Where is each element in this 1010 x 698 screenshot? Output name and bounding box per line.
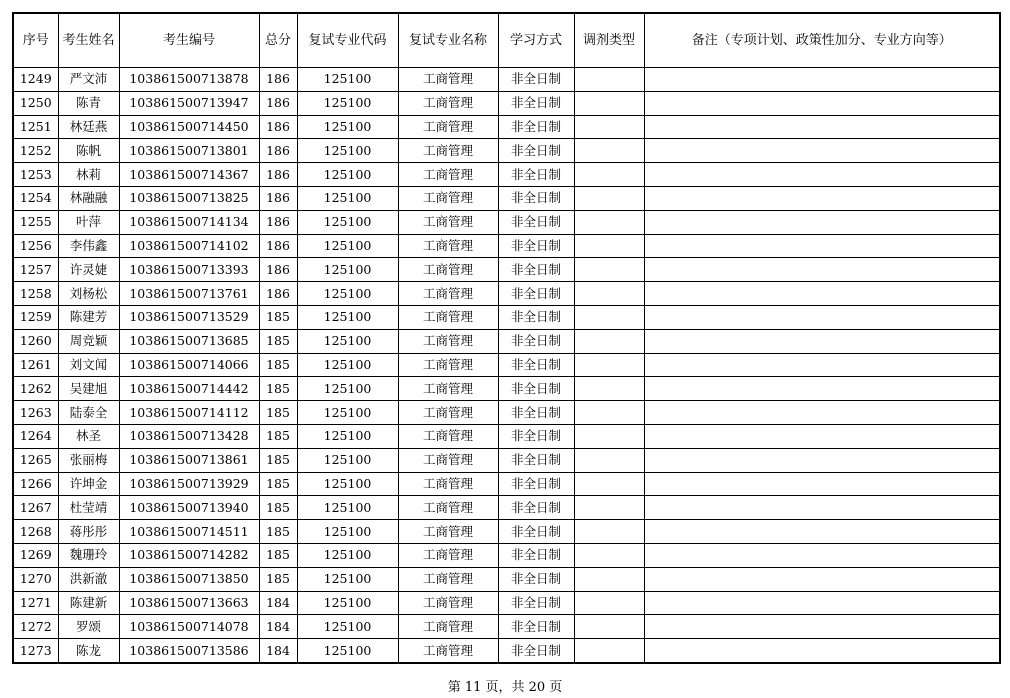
- cell-major: 工商管理: [398, 234, 498, 258]
- cell-remark: [644, 68, 1000, 92]
- cell-adjust: [574, 282, 644, 306]
- cell-mode: 非全日制: [498, 91, 574, 115]
- cell-name: 刘杨松: [58, 282, 119, 306]
- cell-adjust: [574, 639, 644, 663]
- cell-total: 185: [259, 472, 297, 496]
- cell-total: 185: [259, 377, 297, 401]
- cell-remark: [644, 305, 1000, 329]
- cell-remark: [644, 615, 1000, 639]
- cell-adjust: [574, 68, 644, 92]
- cell-total: 186: [259, 115, 297, 139]
- table-row: [13, 305, 1000, 329]
- cell-code: 125100: [297, 139, 398, 163]
- cell-adjust: [574, 496, 644, 520]
- cell-mode: 非全日制: [498, 163, 574, 187]
- cell-total: 185: [259, 401, 297, 425]
- cell-total: 186: [259, 68, 297, 92]
- cell-major: 工商管理: [398, 639, 498, 663]
- cell-seq: 1253: [13, 163, 58, 187]
- cell-total: 185: [259, 424, 297, 448]
- cell-code: 125100: [297, 567, 398, 591]
- cell-name: 刘文闻: [58, 353, 119, 377]
- cell-remark: [644, 282, 1000, 306]
- table-row: [13, 496, 1000, 520]
- cell-id: 103861500714282: [119, 543, 259, 567]
- header-seq: 序号: [13, 13, 58, 68]
- cell-id: 103861500713940: [119, 496, 259, 520]
- cell-code: 125100: [297, 615, 398, 639]
- cell-name: 许坤金: [58, 472, 119, 496]
- cell-seq: 1258: [13, 282, 58, 306]
- cell-name: 杜莹靖: [58, 496, 119, 520]
- cell-seq: 1267: [13, 496, 58, 520]
- table-row: [13, 210, 1000, 234]
- cell-id: 103861500713685: [119, 329, 259, 353]
- cell-id: 103861500713663: [119, 591, 259, 615]
- cell-code: 125100: [297, 115, 398, 139]
- table-row: [13, 258, 1000, 282]
- cell-major: 工商管理: [398, 496, 498, 520]
- cell-major: 工商管理: [398, 448, 498, 472]
- cell-mode: 非全日制: [498, 305, 574, 329]
- cell-id: 103861500713878: [119, 68, 259, 92]
- cell-major: 工商管理: [398, 258, 498, 282]
- cell-major: 工商管理: [398, 424, 498, 448]
- cell-adjust: [574, 91, 644, 115]
- table-row: [13, 591, 1000, 615]
- cell-id: 103861500713947: [119, 91, 259, 115]
- header-name: 考生姓名: [58, 13, 119, 68]
- cell-remark: [644, 115, 1000, 139]
- cell-mode: 非全日制: [498, 424, 574, 448]
- cell-remark: [644, 520, 1000, 544]
- results-table-container: [12, 12, 1001, 664]
- cell-code: 125100: [297, 424, 398, 448]
- header-mode: 学习方式: [498, 13, 574, 68]
- cell-code: 125100: [297, 234, 398, 258]
- cell-adjust: [574, 139, 644, 163]
- cell-seq: 1263: [13, 401, 58, 425]
- cell-id: 103861500713825: [119, 186, 259, 210]
- cell-major: 工商管理: [398, 68, 498, 92]
- cell-mode: 非全日制: [498, 472, 574, 496]
- cell-code: 125100: [297, 210, 398, 234]
- cell-name: 蒋彤彤: [58, 520, 119, 544]
- cell-code: 125100: [297, 258, 398, 282]
- cell-adjust: [574, 591, 644, 615]
- cell-seq: 1270: [13, 567, 58, 591]
- table-row: [13, 234, 1000, 258]
- cell-adjust: [574, 234, 644, 258]
- cell-major: 工商管理: [398, 186, 498, 210]
- cell-seq: 1268: [13, 520, 58, 544]
- cell-seq: 1252: [13, 139, 58, 163]
- table-row: [13, 615, 1000, 639]
- cell-major: 工商管理: [398, 520, 498, 544]
- cell-adjust: [574, 567, 644, 591]
- cell-code: 125100: [297, 472, 398, 496]
- cell-major: 工商管理: [398, 377, 498, 401]
- header-major: 复试专业名称: [398, 13, 498, 68]
- cell-mode: 非全日制: [498, 282, 574, 306]
- cell-major: 工商管理: [398, 353, 498, 377]
- cell-adjust: [574, 424, 644, 448]
- cell-mode: 非全日制: [498, 615, 574, 639]
- cell-seq: 1257: [13, 258, 58, 282]
- cell-remark: [644, 139, 1000, 163]
- cell-mode: 非全日制: [498, 591, 574, 615]
- table-row: [13, 520, 1000, 544]
- cell-id: 103861500714078: [119, 615, 259, 639]
- cell-mode: 非全日制: [498, 353, 574, 377]
- cell-remark: [644, 329, 1000, 353]
- cell-remark: [644, 567, 1000, 591]
- cell-remark: [644, 401, 1000, 425]
- cell-remark: [644, 639, 1000, 663]
- cell-major: 工商管理: [398, 543, 498, 567]
- cell-name: 张丽梅: [58, 448, 119, 472]
- cell-total: 186: [259, 91, 297, 115]
- cell-mode: 非全日制: [498, 329, 574, 353]
- cell-adjust: [574, 258, 644, 282]
- table-row: [13, 424, 1000, 448]
- cell-total: 184: [259, 615, 297, 639]
- table-row: [13, 353, 1000, 377]
- cell-adjust: [574, 448, 644, 472]
- results-table: [12, 12, 1001, 664]
- cell-seq: 1251: [13, 115, 58, 139]
- cell-mode: 非全日制: [498, 377, 574, 401]
- cell-adjust: [574, 615, 644, 639]
- cell-seq: 1265: [13, 448, 58, 472]
- cell-name: 洪新澈: [58, 567, 119, 591]
- cell-mode: 非全日制: [498, 258, 574, 282]
- cell-major: 工商管理: [398, 305, 498, 329]
- cell-adjust: [574, 115, 644, 139]
- cell-id: 103861500714442: [119, 377, 259, 401]
- cell-total: 186: [259, 282, 297, 306]
- table-row: [13, 91, 1000, 115]
- cell-id: 103861500714367: [119, 163, 259, 187]
- cell-code: 125100: [297, 68, 398, 92]
- cell-mode: 非全日制: [498, 68, 574, 92]
- cell-seq: 1264: [13, 424, 58, 448]
- cell-code: 125100: [297, 591, 398, 615]
- cell-name: 叶萍: [58, 210, 119, 234]
- table-row: [13, 282, 1000, 306]
- cell-name: 严文沛: [58, 68, 119, 92]
- cell-id: 103861500713801: [119, 139, 259, 163]
- cell-seq: 1249: [13, 68, 58, 92]
- cell-remark: [644, 186, 1000, 210]
- cell-mode: 非全日制: [498, 448, 574, 472]
- cell-name: 许灵婕: [58, 258, 119, 282]
- cell-mode: 非全日制: [498, 139, 574, 163]
- cell-name: 陈青: [58, 91, 119, 115]
- cell-name: 陈建芳: [58, 305, 119, 329]
- cell-code: 125100: [297, 186, 398, 210]
- cell-id: 103861500714134: [119, 210, 259, 234]
- cell-id: 103861500713761: [119, 282, 259, 306]
- cell-code: 125100: [297, 377, 398, 401]
- cell-code: 125100: [297, 282, 398, 306]
- cell-code: 125100: [297, 496, 398, 520]
- table-row: [13, 68, 1000, 92]
- cell-code: 125100: [297, 520, 398, 544]
- cell-id: 103861500713586: [119, 639, 259, 663]
- cell-name: 林廷燕: [58, 115, 119, 139]
- cell-total: 186: [259, 210, 297, 234]
- cell-major: 工商管理: [398, 591, 498, 615]
- cell-code: 125100: [297, 639, 398, 663]
- cell-code: 125100: [297, 91, 398, 115]
- table-header-row: [13, 13, 1000, 68]
- cell-remark: [644, 258, 1000, 282]
- cell-seq: 1260: [13, 329, 58, 353]
- cell-id: 103861500713393: [119, 258, 259, 282]
- header-total: 总分: [259, 13, 297, 68]
- cell-id: 103861500714102: [119, 234, 259, 258]
- cell-seq: 1250: [13, 91, 58, 115]
- table-row: [13, 139, 1000, 163]
- cell-adjust: [574, 543, 644, 567]
- cell-total: 186: [259, 163, 297, 187]
- cell-adjust: [574, 353, 644, 377]
- header-remark: 备注（专项计划、政策性加分、专业方向等）: [644, 13, 1000, 68]
- page-number-footer: 第 11 页，共 20 页: [447, 680, 563, 695]
- cell-seq: 1269: [13, 543, 58, 567]
- cell-major: 工商管理: [398, 329, 498, 353]
- cell-mode: 非全日制: [498, 639, 574, 663]
- cell-adjust: [574, 401, 644, 425]
- cell-name: 陆泰全: [58, 401, 119, 425]
- cell-remark: [644, 210, 1000, 234]
- header-code: 复试专业代码: [297, 13, 398, 68]
- cell-major: 工商管理: [398, 115, 498, 139]
- cell-name: 林融融: [58, 186, 119, 210]
- cell-seq: 1256: [13, 234, 58, 258]
- cell-seq: 1255: [13, 210, 58, 234]
- cell-mode: 非全日制: [498, 210, 574, 234]
- cell-remark: [644, 91, 1000, 115]
- cell-code: 125100: [297, 305, 398, 329]
- cell-total: 184: [259, 639, 297, 663]
- cell-seq: 1261: [13, 353, 58, 377]
- cell-adjust: [574, 210, 644, 234]
- cell-name: 林圣: [58, 424, 119, 448]
- cell-seq: 1273: [13, 639, 58, 663]
- cell-code: 125100: [297, 543, 398, 567]
- table-row: [13, 186, 1000, 210]
- table-row: [13, 115, 1000, 139]
- cell-seq: 1271: [13, 591, 58, 615]
- table-row: [13, 472, 1000, 496]
- cell-id: 103861500714112: [119, 401, 259, 425]
- cell-major: 工商管理: [398, 615, 498, 639]
- cell-name: 李伟鑫: [58, 234, 119, 258]
- cell-major: 工商管理: [398, 472, 498, 496]
- table-body: [13, 68, 1000, 663]
- cell-code: 125100: [297, 329, 398, 353]
- cell-id: 103861500714450: [119, 115, 259, 139]
- header-id: 考生编号: [119, 13, 259, 68]
- cell-major: 工商管理: [398, 282, 498, 306]
- cell-id: 103861500713428: [119, 424, 259, 448]
- cell-mode: 非全日制: [498, 401, 574, 425]
- cell-mode: 非全日制: [498, 186, 574, 210]
- cell-id: 103861500713929: [119, 472, 259, 496]
- table-row: [13, 377, 1000, 401]
- header-adjust: 调剂类型: [574, 13, 644, 68]
- cell-total: 185: [259, 329, 297, 353]
- cell-adjust: [574, 305, 644, 329]
- cell-name: 魏珊玲: [58, 543, 119, 567]
- table-row: [13, 401, 1000, 425]
- cell-adjust: [574, 472, 644, 496]
- cell-total: 186: [259, 258, 297, 282]
- cell-remark: [644, 591, 1000, 615]
- cell-code: 125100: [297, 448, 398, 472]
- cell-mode: 非全日制: [498, 115, 574, 139]
- cell-total: 185: [259, 567, 297, 591]
- cell-mode: 非全日制: [498, 543, 574, 567]
- cell-code: 125100: [297, 353, 398, 377]
- cell-name: 吴建旭: [58, 377, 119, 401]
- table-row: [13, 543, 1000, 567]
- cell-remark: [644, 496, 1000, 520]
- cell-code: 125100: [297, 401, 398, 425]
- cell-total: 185: [259, 448, 297, 472]
- cell-adjust: [574, 377, 644, 401]
- cell-id: 103861500714066: [119, 353, 259, 377]
- cell-remark: [644, 424, 1000, 448]
- cell-total: 186: [259, 139, 297, 163]
- cell-name: 周竞颖: [58, 329, 119, 353]
- cell-name: 陈建新: [58, 591, 119, 615]
- cell-total: 185: [259, 305, 297, 329]
- cell-mode: 非全日制: [498, 567, 574, 591]
- table-row: [13, 567, 1000, 591]
- cell-code: 125100: [297, 163, 398, 187]
- cell-seq: 1254: [13, 186, 58, 210]
- cell-total: 185: [259, 520, 297, 544]
- cell-adjust: [574, 186, 644, 210]
- cell-id: 103861500713850: [119, 567, 259, 591]
- cell-major: 工商管理: [398, 210, 498, 234]
- cell-mode: 非全日制: [498, 520, 574, 544]
- cell-major: 工商管理: [398, 91, 498, 115]
- cell-total: 185: [259, 353, 297, 377]
- cell-remark: [644, 448, 1000, 472]
- table-row: [13, 163, 1000, 187]
- cell-adjust: [574, 329, 644, 353]
- cell-id: 103861500713861: [119, 448, 259, 472]
- cell-remark: [644, 163, 1000, 187]
- cell-name: 罗颂: [58, 615, 119, 639]
- cell-major: 工商管理: [398, 139, 498, 163]
- cell-total: 186: [259, 234, 297, 258]
- cell-adjust: [574, 163, 644, 187]
- cell-remark: [644, 543, 1000, 567]
- cell-mode: 非全日制: [498, 496, 574, 520]
- table-row: [13, 329, 1000, 353]
- cell-seq: 1262: [13, 377, 58, 401]
- cell-adjust: [574, 520, 644, 544]
- cell-major: 工商管理: [398, 567, 498, 591]
- cell-mode: 非全日制: [498, 234, 574, 258]
- cell-name: 陈龙: [58, 639, 119, 663]
- cell-total: 185: [259, 543, 297, 567]
- cell-id: 103861500713529: [119, 305, 259, 329]
- cell-seq: 1259: [13, 305, 58, 329]
- table-row: [13, 448, 1000, 472]
- cell-remark: [644, 234, 1000, 258]
- cell-total: 184: [259, 591, 297, 615]
- cell-major: 工商管理: [398, 163, 498, 187]
- cell-remark: [644, 353, 1000, 377]
- cell-total: 186: [259, 186, 297, 210]
- cell-name: 陈帆: [58, 139, 119, 163]
- cell-id: 103861500714511: [119, 520, 259, 544]
- table-row: [13, 639, 1000, 663]
- cell-major: 工商管理: [398, 401, 498, 425]
- cell-total: 185: [259, 496, 297, 520]
- cell-name: 林莉: [58, 163, 119, 187]
- cell-remark: [644, 472, 1000, 496]
- cell-seq: 1272: [13, 615, 58, 639]
- cell-seq: 1266: [13, 472, 58, 496]
- cell-remark: [644, 377, 1000, 401]
